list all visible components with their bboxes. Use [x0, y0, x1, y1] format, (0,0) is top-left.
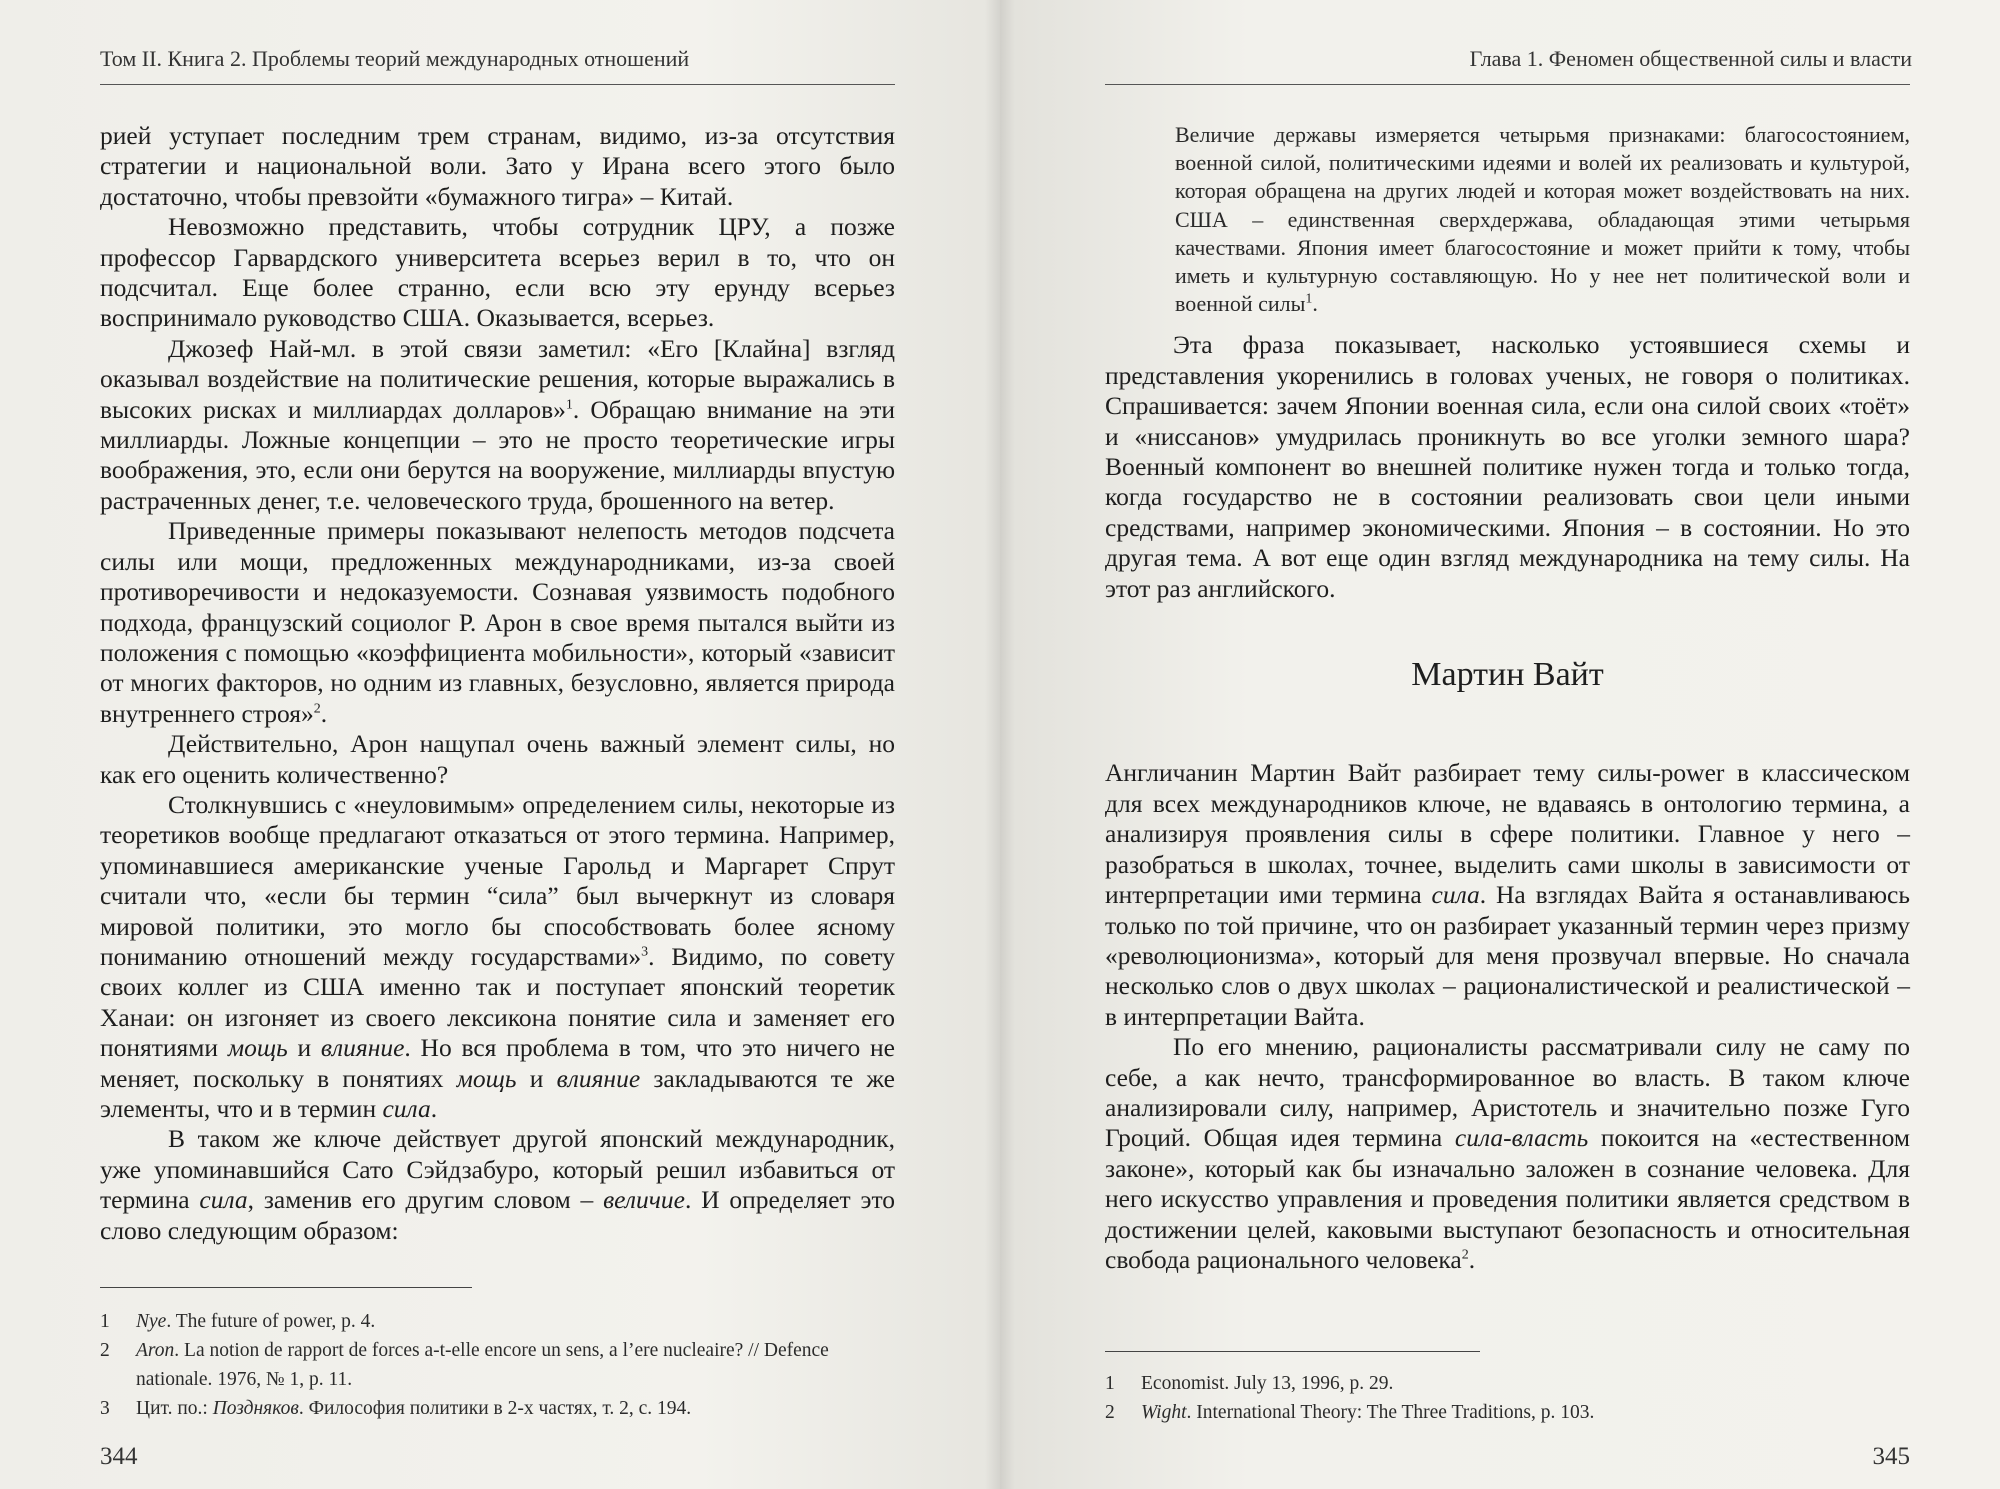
- page-number-right: 345: [1872, 1443, 1910, 1470]
- footnote: 2 Aron. La notion de rapport de forces a-t-elle encore un sens, a l’ere nucleaire? // Defence nationale. 1976, № 1, p. 11.: [100, 1340, 829, 1390]
- right-body-text: [1105, 121, 1910, 1275]
- footnote-ref: 3: [641, 944, 649, 960]
- section-title: Мартин Вайт: [1411, 656, 1604, 694]
- footnote-rule-left: [100, 1287, 472, 1288]
- running-header-right: Глава 1. Феномен общественной силы и власти: [1469, 46, 1912, 71]
- paragraph: В таком же ключе действует другой японский международник, уже упоминавшийся Сато Сэйдзабуро, который решил избавиться от термина сила, заменив его другим словом – величие. И определяет это слово следующим образом:: [100, 1124, 896, 1245]
- header-rule-right: [1105, 84, 1910, 85]
- block-quote: Величие державы измеряется четырьмя признаками: благосостоянием, военной силой, политическими идеями и волей их реализовать и культурой, которая обращена на других людей и которая может воздействовать на них. США – единственная сверхдержава, обладающая этими четырьмя качествами. Япония имеет благосостояние и может прийти к тому, чтобы иметь и культурную составляющую. Но у нее нет политической воли и военной силы$^1$.: [1175, 122, 1910, 317]
- footnotes-left: [100, 1307, 900, 1423]
- left-body-text: [100, 121, 895, 1246]
- footnote-rule-right: [1105, 1351, 1480, 1352]
- footnote-ref: 2: [313, 701, 321, 717]
- book-gutter: [985, 0, 1015, 1489]
- footnote-ref: 2: [1461, 1247, 1469, 1263]
- footnote: 3 Цит. по.: Поздняков. Философия политики в 2-х частях, т. 2, с. 194.: [100, 1398, 692, 1419]
- footnote: 1 Economist. July 13, 1996, p. 29.: [1105, 1373, 1394, 1394]
- paragraph: Эта фраза показывает, насколько устоявшиеся схемы и представления укоренились в головах ученых, не говоря о политиках. Спрашивается: зачем Японии военная сила, если она силой своих «тоёт» и «ниссанов» умудрилась проникнуть во все уголки земного шара? Военный компонент во внешней политике нужен тогда и только тогда, когда государство не в состоянии реализовать свои цели иными средствами, например экономическими. Япония – в состоянии. Но это другая тема. А вот еще один взгляд международника на тему силы. На этот раз английского.: [1105, 330, 1910, 603]
- paragraph: Действительно, Арон нащупал очень важный элемент силы, но как его оценить количественно?: [100, 729, 895, 789]
- footnote: 1 Nye. The future of power, p. 4.: [100, 1311, 376, 1332]
- footnotes-right: [1105, 1369, 1905, 1427]
- page-number-left: 344: [100, 1443, 138, 1470]
- footnote-ref: 1: [565, 397, 573, 413]
- paragraph: рией уступает последним трем странам, видимо, из-за отсутствия стратегии и национальной воли. Зато у Ирана всего этого было достаточно, чтобы превзойти «бумажного тигра» – Китай.: [100, 121, 895, 211]
- running-header-left: Том II. Книга 2. Проблемы теорий международных отношений: [100, 46, 690, 71]
- paragraph: Англичанин Мартин Вайт разбирает тему силы-power в классическом для всех международников ключе, не вдаваясь в онтологию термина, а анализируя проявления силы в сфере политики. Главное у него – разобраться в школах, точнее, выделить сами школы в зависимости от интерпретации ими термина сила. На взглядах Вайта я останавливаюсь только по той причине, что он разбирает указанный термин через призму «революционизма», который для меня прозвучал впервые. Но сначала несколько слов о двух школах – рационалистической и реалистической – в интерпретации Вайта.: [1105, 758, 1910, 1031]
- paragraph: По его мнению, рационалисты рассматривали силу не саму по себе, а как нечто, трансформированное во власть. В таком ключе анализировали силу, например, Аристотель и значительно позже Гуго Гроций. Общая идея термина сила-власть покоится на «естественном законе», который как бы изначально заложен в сознание человека. Для него искусство управления и проведения политики является средством в достижении целей, каковыми выступают безопасность и относительная свобода рационального человека$^2$.: [1105, 1032, 1910, 1274]
- header-rule-left: [100, 84, 895, 85]
- footnote: 2 Wight. International Theory: The Three Traditions, p. 103.: [1105, 1402, 1595, 1423]
- paragraph: Невозможно представить, чтобы сотрудник ЦРУ, а позже профессор Гарвардского университета всерьез верил в то, что он подсчитал. Еще более странно, если всю эту ерунду всерьез воспринимало руководство США. Оказывается, всерьез.: [100, 212, 895, 333]
- paragraph: Столкнувшись с «неуловимым» определением силы, некоторые из теоретиков вообще предлагают отказаться от этого термина. Например, упоминавшиеся американские ученые Гарольд и Маргарет Спрут считали что, «если бы термин “сила” был вычеркнут из словаря мировой политики, это могло бы способствовать более ясному пониманию отношений между государствами»$^3$. Видимо, по совету своих коллег из США именно так и поступает японский теоретик Ханаи: он изгоняет из своего лексикона понятие сила и заменяет его понятиями мощь и влияние. Но вся проблема в том, что это ничего не меняет, поскольку в понятиях мощь и влияние закладываются те же элементы, что и в термин сила.: [100, 789, 896, 1123]
- paragraph: Джозеф Най-мл. в этой связи заметил: «Его [Клайна] взгляд оказывал воздействие на политические решения, которые выражались в высоких рисках и миллиардах долларов»$^1$. Обращаю внимание на эти миллиарды. Ложные концепции – это не просто теоретические игры воображения, это, если они берутся на вооружение, миллиарды впустую растраченных денег, т.е. человеческого труда, брошенного на ветер.: [100, 333, 896, 515]
- footnote-ref: 1: [1305, 291, 1313, 307]
- paragraph: Приведенные примеры показывают нелепость методов подсчета силы или мощи, предложенных международниками, из-за своей противоречивости и недоказуемости. Сознавая уязвимость подобного подхода, французский социолог Р. Арон в свое время пытался выйти из положения с помощью «коэффициента мобильности», который «зависит от многих факторов, но одним из главных, безусловно, является природа внутреннего строя»$^2$.: [100, 516, 895, 728]
